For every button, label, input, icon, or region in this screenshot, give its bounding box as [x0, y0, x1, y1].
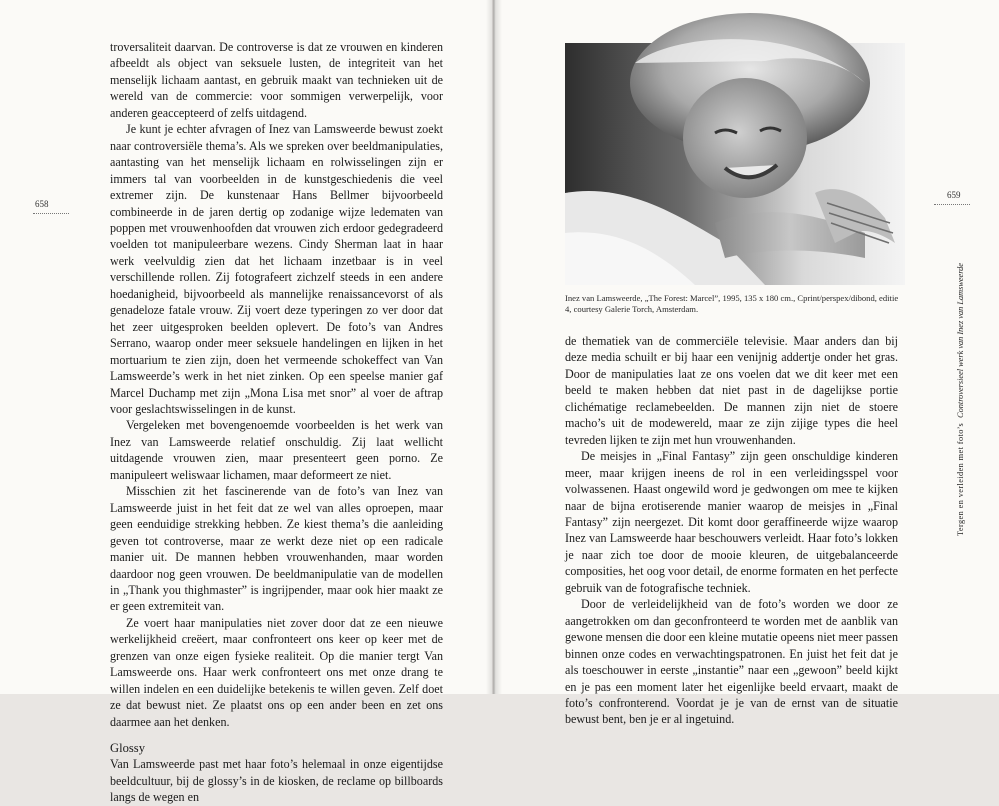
paragraph: troversaliteit daarvan. De controverse is dat ze vrouwen en kinderen afbeeldt als object van seksuele lusten, de integriteit van het menselijk lichaam aantast, en gebruik maakt van technieken uit de wereld van de commercie: voor sommigen verwerpelijk, voor anderen geaccepteerd of zelfs uitdagend. — [110, 40, 443, 120]
paragraph: de thematiek van de commerciële televisie. Maar anders dan bij deze media schuilt er bij haar een venijnig addertje onder het gras. Door de manipulaties laat ze ons voelen dat we dit keer met een beeld te maken hebben dat niet past in de dagelijkse portie clichématige reclamebeelden. De mannen zijn niet de stoere macho’s uit de modewereld, maar ze zijn zijige types die heel tevreden lijken te zijn met hun vrouwenhanden. — [565, 334, 898, 447]
paragraph: Vergeleken met bovengenoemde voorbeelden is het werk van Inez van Lamsweerde relatief onschuldig. Zij laat wellicht uitdagende vrouwen zien, maar presenteert geen porno. Ze manipuleert weliswaar lichamen, maar deformeert ze niet. — [110, 418, 443, 482]
right-body-text — [565, 333, 898, 728]
paragraph: Je kunt je echter afvragen of Inez van Lamsweerde bewust zoekt naar controversiële thema’s. Als we spreken over beeldmanipulaties, aantasting van het menselijk lichaam en rolwisselingen zijn er immers tal van voorbeelden in de kunstgeschiedenis die veel extremer zijn. De kunstenaar Hans Bellmer bijvoorbeeld combineerde in de jaren dertig op zodanige wijze ledematen van poppen met vrouwenhoofden dat vrouwen zich erdoor gedegradeerd voelden tot manipuleerbare wezens. Cindy Sherman laat in haar werk veelvuldig zien dat het lichaam inzetbaar is in veel verschillende rollen. Zij fotografeert zichzelf steeds in een andere hoedanigheid, bijvoorbeeld als mannelijke renaissancevorst of als genadeloze fatale vrouw. Zij voert deze typeringen zo ver door dat het zeer uitgesproken beelden oplevert. De foto’s van Andres Serrano, waarop onder meer seksuele handelingen en lijken in het mortuarium te zien zijn, doen het vermeende schokeffect van Van Lamsweerde’s werk in het niet zinken. Op een speelse manier gaf Marcel Duchamp met zijn „Mona Lisa met snor” al voer de aftrap voor geslachtswisselingen in de kunst. — [110, 122, 443, 416]
page-number-rule-left — [33, 213, 69, 214]
right-page — [494, 0, 999, 727]
paragraph: De meisjes in „Final Fantasy” zijn geen onschuldige kinderen meer, maar krijgen ineens de rol in een verleidingsspel voor volwassenen. Haast ongewild word je gedwongen om mee te kijken naar de bijna erotiserende manier waarop de meisjes in „Final Fantasy” zijn neergezet. Dit komt door geraffineerde wijze waarop Inez van Lamsweerde haar beschouwers verleidt. Haar foto’s lokken je naar zich toe door de mooie kleuren, de uitgebalanceerde composities, het oog voor detail, de enorme formaten en het perfecte gebruik van de fotografische techniek. — [565, 449, 898, 595]
running-subtitle: Controversieel werk van Inez van Lamsweerde — [956, 263, 965, 418]
page-number-rule-right — [934, 204, 970, 205]
photo-caption: Inez van Lamsweerde, „The Forest: Marcel”, 1995, 135 x 180 cm., Cprint/perspex/dibond, editie 4, courtesy Galerie Torch, Amsterdam. — [565, 293, 899, 314]
section-heading: Glossy — [110, 741, 145, 756]
sidebar-running-title — [956, 263, 965, 536]
book-gutter — [486, 0, 502, 694]
left-page — [0, 0, 492, 805]
paragraph: Door de verleidelijkheid van de foto’s worden we door ze aangetrokken om dan geconfronteerd te worden met de aanblik van gewone mensen die door een kleine mutatie opeens niet meer passen binnen onze codes en verwachtingspatronen. En juist het feit dat je als toeschouwer in eerste „instantie” naar een „gewoon” beeld kijkt en je pas een moment later het eigenlijke beeld ervaart, maakt de foto’s confronterend. Voordat je je van de ernst van de situatie bewust bent, ben je er al ingetuind. — [565, 597, 898, 727]
left-body-text — [110, 39, 443, 806]
page-number-right: 659 — [947, 190, 961, 200]
paragraph: Van Lamsweerde past met haar foto’s helemaal in onze eigentijdse beeldcultuur, bij de glossy’s in de kiosken, de reclame op billboards langs de wegen en — [110, 757, 443, 805]
page-number-left: 658 — [35, 199, 49, 209]
paragraph: Ze voert haar manipulaties niet zover door dat ze een nieuwe werkelijkheid creëert, maar confronteert ons keer op keer met de grenzen van onze eigen fysieke realiteit. Op die manier tergt Van Lamsweerde ons. Haar werk confronteert ons met onze drang te willen indelen en een duidelijke betekenis te willen geven. Zelf doet ze dat bewust niet. Ze plaatst ons op een ander been en zet ons daarmee aan het denken. — [110, 615, 443, 729]
paragraph: Misschien zit het fascinerende van de foto’s van Inez van Lamsweerde juist in het feit dat ze wel van alles oproepen, maar geen eenduidige strekking hebben. Ze kiest thema’s die aanleiding geven tot controverse, maar ze werkt deze niet op een radicale manier uit. De mannen hebben vrouwenhanden, maar worden daardoor nog geen vrouwen. De beeldmanipulatie van de modellen in „Thank you thighmaster” is ingrijpender, maar ook hier maakt ze er geen extremiteit van. — [110, 484, 443, 614]
portrait-photo — [565, 43, 905, 285]
running-title: Tergen en verleiden met foto’s — [956, 422, 965, 536]
